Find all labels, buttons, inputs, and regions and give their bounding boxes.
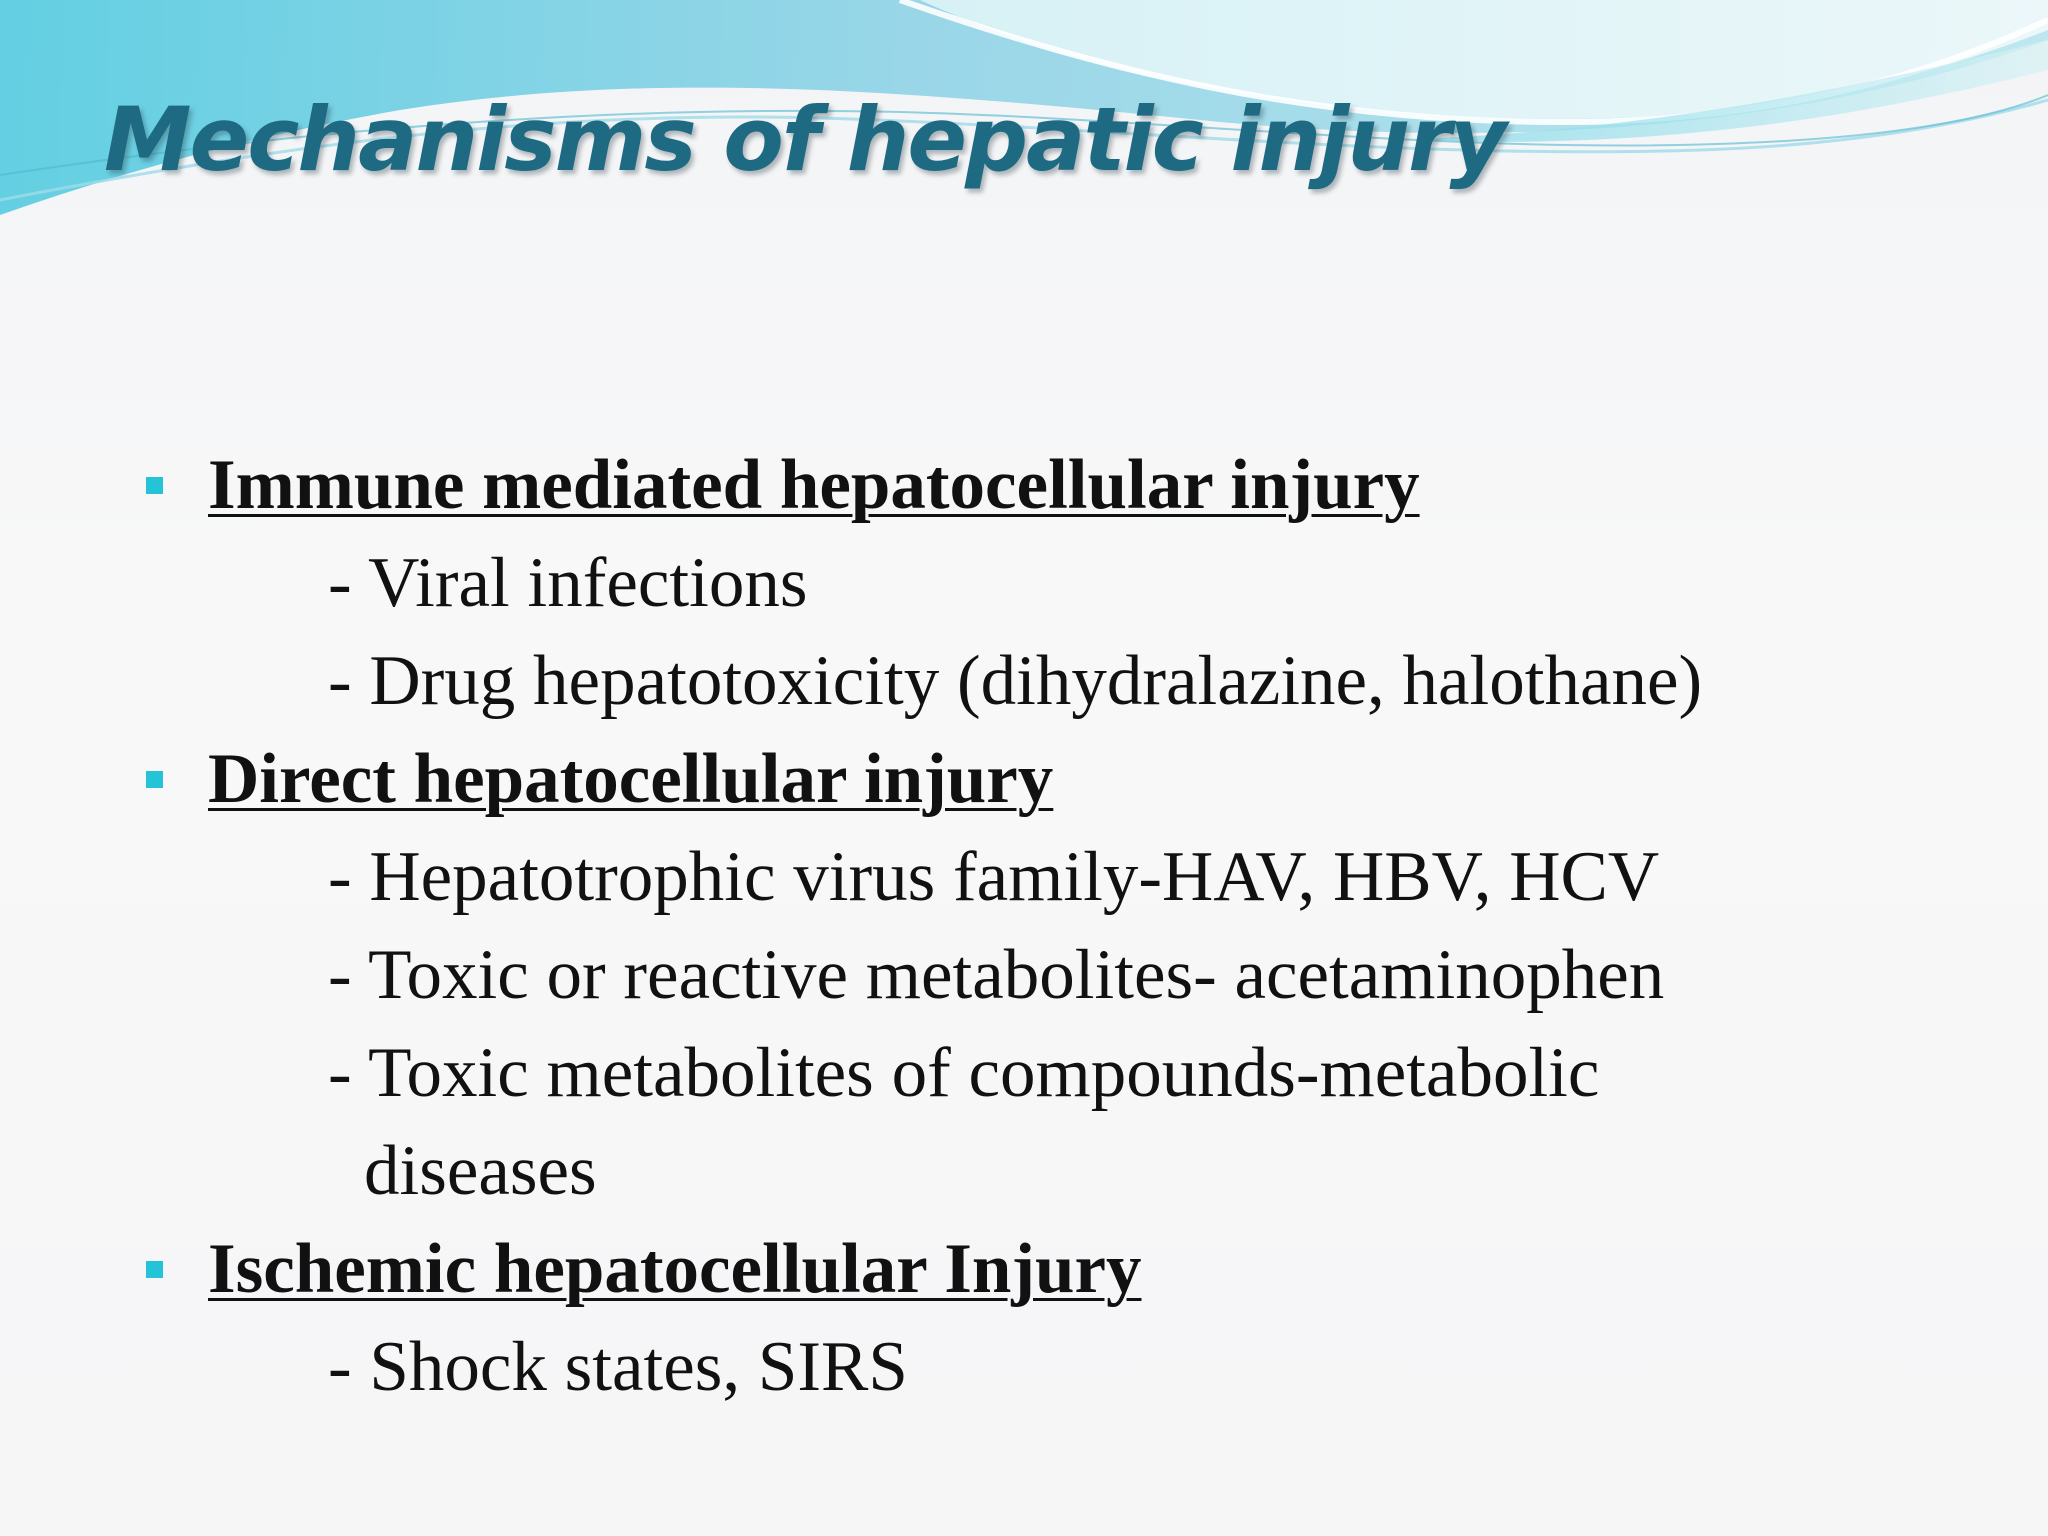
section-heading: Direct hepatocellular injury: [208, 740, 1054, 818]
sub-item: - Hepatotrophic virus family-HAV, HBV, HCV: [328, 838, 1660, 916]
slide-title: Mechanisms of hepatic injury: [104, 88, 1505, 191]
section-heading-row: [140, 730, 2000, 828]
square-bullet-icon: [146, 477, 163, 494]
section-direct: [140, 730, 2000, 1220]
section-ischemic: [140, 1220, 2000, 1416]
sub-item: - Toxic or reactive metabolites- acetaminophen: [328, 936, 1665, 1014]
section-heading-row: [140, 436, 2000, 534]
section-heading: Ischemic hepatocellular Injury: [208, 1230, 1142, 1308]
section-immune: [140, 436, 2000, 730]
section-heading-row: [140, 1220, 2000, 1318]
sub-item-continuation: diseases: [364, 1132, 597, 1210]
square-bullet-icon: [146, 771, 163, 788]
bullet-list: [140, 436, 2000, 1416]
sub-item: - Toxic metabolites of compounds-metabolic: [328, 1034, 1600, 1112]
section-heading: Immune mediated hepatocellular injury: [208, 446, 1420, 524]
square-bullet-icon: [146, 1261, 163, 1278]
sub-item: - Shock states, SIRS: [328, 1328, 908, 1406]
sub-item: - Drug hepatotoxicity (dihydralazine, halothane): [328, 642, 1703, 720]
sub-item: - Viral infections: [328, 544, 808, 622]
